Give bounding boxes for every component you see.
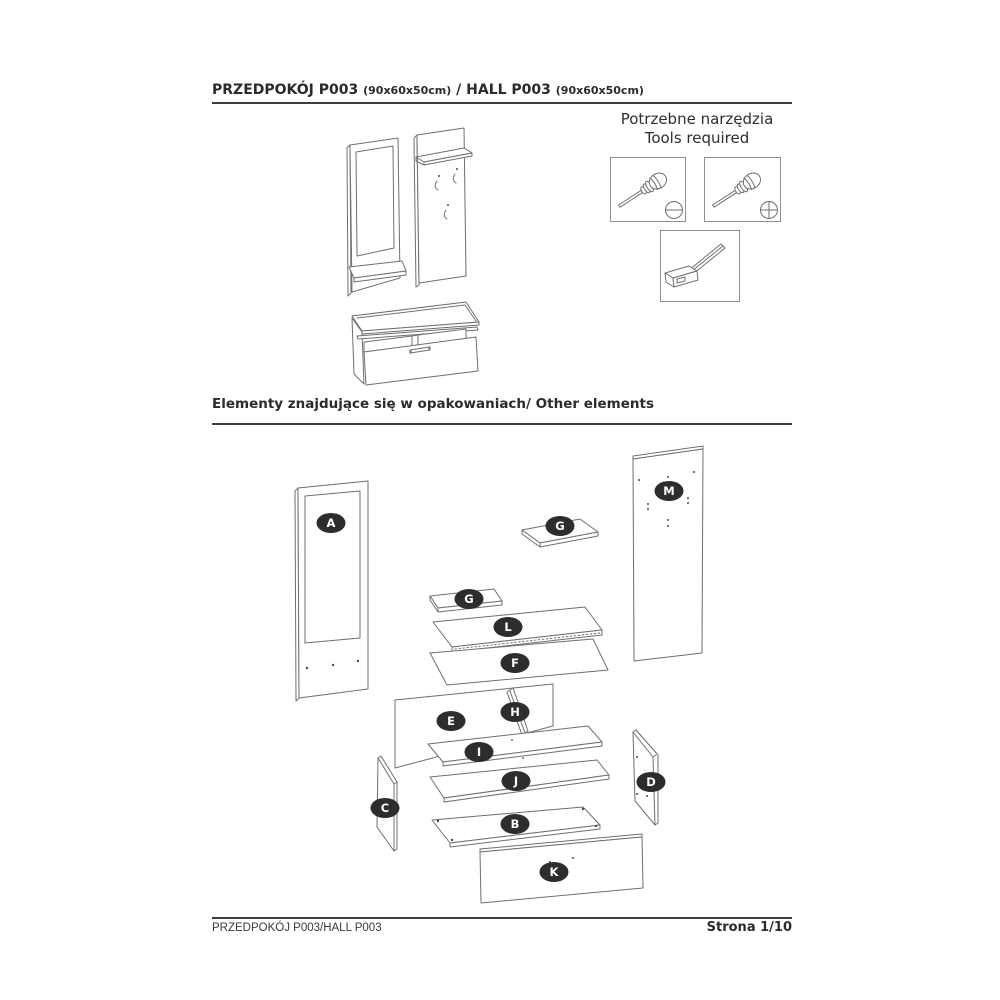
tools-heading-pl: Potrzebne narzędzia — [620, 110, 774, 128]
phillips-screwdriver-icon — [705, 158, 780, 221]
coat-panel-drawing — [414, 128, 472, 287]
part-g-bottom-drawing — [430, 589, 502, 612]
tools-heading — [597, 110, 797, 148]
svg-text:D: D — [646, 775, 656, 789]
svg-text:C: C — [380, 801, 390, 815]
title-product-pl: PRZEDPOKÓJ P003 — [212, 82, 359, 98]
title-separator: / — [456, 82, 462, 98]
part-g-top-drawing — [522, 516, 598, 547]
part-j-drawing — [430, 760, 609, 802]
page-title — [212, 82, 644, 98]
svg-text:I: I — [476, 745, 482, 759]
mirror-panel-drawing — [347, 138, 406, 296]
svg-text:G: G — [464, 592, 474, 606]
svg-text:K: K — [549, 865, 559, 879]
title-size-en: (90x60x50cm) — [555, 84, 644, 97]
part-k-drawing — [480, 834, 643, 903]
title-product-en: HALL P003 — [466, 82, 551, 98]
bench-drawing — [352, 302, 479, 385]
footer-page-number: Strona 1/10 — [706, 920, 792, 935]
flathead-screwdriver-icon — [611, 158, 685, 221]
tool-box-phillips — [704, 157, 781, 222]
tool-box-flathead — [610, 157, 686, 222]
header-divider — [212, 102, 792, 104]
assembled-furniture-drawing — [330, 118, 500, 395]
tool-box-hammer — [660, 230, 740, 302]
svg-text:M: M — [663, 484, 675, 498]
svg-text:F: F — [511, 656, 519, 670]
footer-divider — [212, 917, 792, 919]
elements-divider — [212, 423, 792, 425]
tools-heading-en: Tools required — [644, 129, 750, 147]
part-a-drawing — [295, 481, 368, 701]
svg-text:H: H — [510, 705, 520, 719]
elements-section-heading: Elementy znajdujące się w opakowaniach/ Other elements — [212, 396, 654, 412]
footer-doc-ref: PRZEDPOKÓJ P003/HALL P003 — [212, 922, 382, 934]
part-d-drawing — [633, 730, 666, 825]
hammer-icon — [661, 231, 739, 301]
svg-text:E: E — [447, 714, 455, 728]
svg-text:A: A — [326, 516, 336, 530]
part-c-drawing — [371, 756, 400, 851]
title-size-pl: (90x60x50cm) — [363, 84, 452, 97]
svg-text:L: L — [504, 620, 512, 634]
svg-text:G: G — [555, 519, 565, 533]
exploded-parts-diagram — [210, 435, 790, 915]
svg-text:J: J — [513, 774, 519, 788]
part-m-drawing — [633, 446, 703, 661]
svg-text:B: B — [510, 817, 520, 831]
